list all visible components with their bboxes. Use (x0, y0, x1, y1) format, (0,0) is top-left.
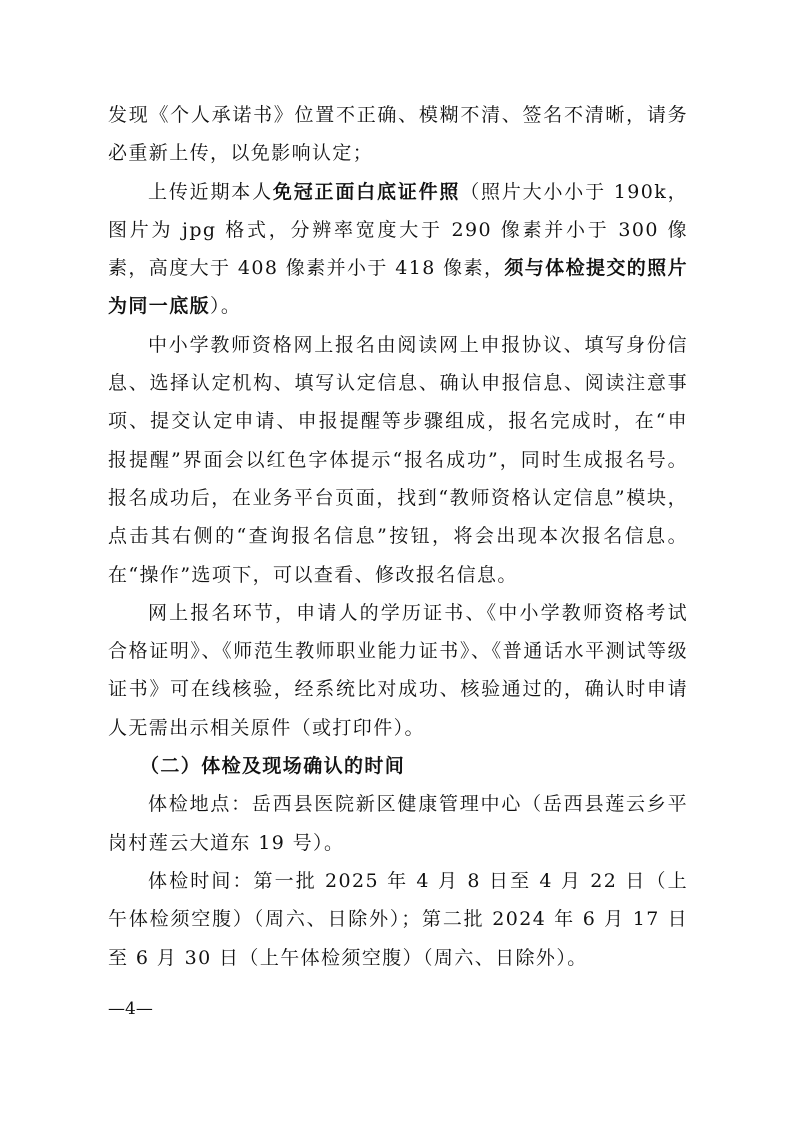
paragraph-upload-commitment: 发现《个人承诺书》位置不正确、模糊不清、签名不清晰，请务必重新上传，以免影响认定； (108, 104, 688, 165)
paragraph-exam-time: 体检时间：第一批 2025 年 4 月 8 日至 4 月 22 日（上午体检须空腹）（周六、日除外）；第二批 2024 年 6 月 17 日至 6 月 30 日（上午体检须空腹）（周六、日除外）。 (108, 869, 688, 969)
photo-closing-text: ）。 (210, 295, 242, 318)
photo-spec-text: （照片大小小于 190k，图片为 jpg 格式，分辨率宽度大于 290 像素并小于 300 像素，高度大于 408 像素并小于 418 像素， (108, 180, 688, 280)
paragraph-online-verification: 网上报名环节，申请人的学历证书、《中小学教师资格考试合格证明》、《师范生教师职业能力证书》、《普通话水平测试等级证书》可在线核验，经系统比对成功、核验通过的，确认时申请人无需出示相关原件（或打印件）。 (108, 601, 688, 739)
photo-same-negative-emphasis: 须与体检提交的照片为同一底版 (108, 257, 688, 318)
paragraph-online-registration: 中小学教师资格网上报名由阅读网上申报协议、填写身份信息、选择认定机构、填写认定信息、确认申报信息、阅读注意事项、提交认定申请、申报提醒等步骤组成，报名完成时，在“申报提醒”界面会以红色字体提示“报名成功”，同时生成报名号。报名成功后，在业务平台页面，找到“教师资格认定信息”模块，点击其右侧的“查询报名信息”按钮，将会出现本次报名信息。在“操作”选项下，可以查看、修改报名信息。 (108, 333, 688, 586)
paragraph-photo-requirements (108, 173, 688, 326)
section-heading-physical-exam: （二）体检及现场确认的时间 (140, 755, 406, 778)
document-body (108, 96, 688, 977)
page-number: —4— (108, 999, 153, 1019)
photo-type-emphasis: 免冠正面白底证件照 (272, 180, 461, 203)
paragraph-exam-location: 体检地点：岳西县医院新区健康管理中心（岳西县莲云乡平岗村莲云大道东 19 号）。 (108, 793, 688, 854)
photo-intro-text: 上传近期本人 (148, 180, 273, 203)
